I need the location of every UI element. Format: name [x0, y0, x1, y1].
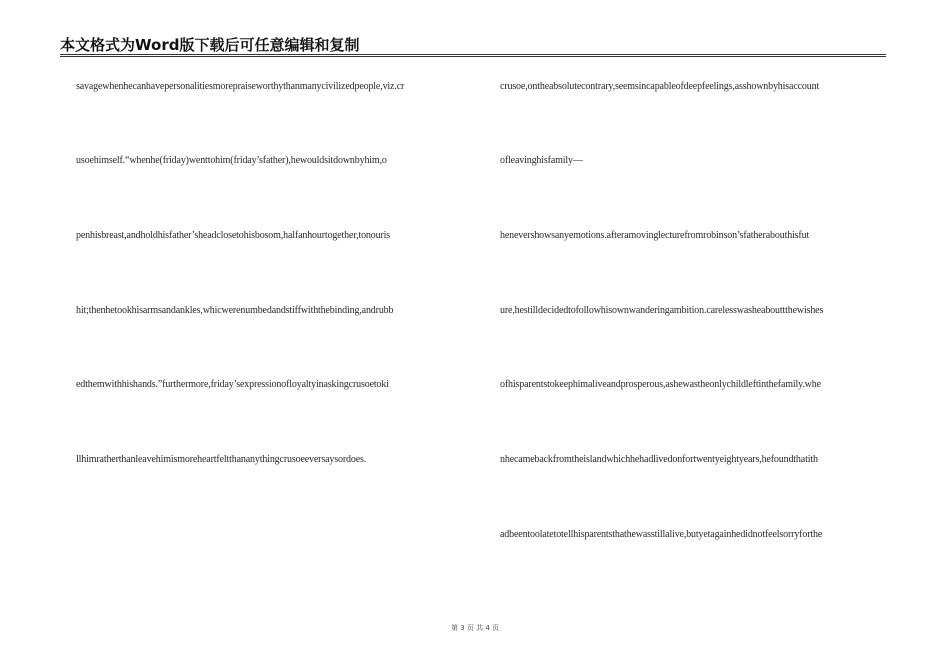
text-line: ofleavinghisfamily—	[500, 155, 583, 166]
text-line: nhecamebackfromtheislandwhichhehadlivedonfortwentyeightyears,hefoundthatith	[500, 454, 818, 465]
text-line: crusoe,ontheabsolutecontrary,seemsincapableofdeepfeelings,asshownbyhisaccount	[500, 81, 820, 92]
text-line: henevershowsanyemotions.afteramovinglecturefromrobinson’sfatherabouthisfut	[500, 230, 810, 241]
page-number-footer: 第 3 页 共 4 页	[450, 624, 500, 632]
header-divider	[60, 54, 886, 57]
text-line: usoehimself.“whenhe(friday)wenttohim(friday’sfather),hewouldsitdownbyhim,o	[76, 155, 387, 166]
text-line: llhimratherthanleavehimismoreheartfeltthananythingcrusoeeversaysordoes.	[76, 454, 367, 465]
text-line: edthemwithhishands.”furthermore,friday’sexpressionofloyaltyinaskingcrusoetoki	[76, 379, 389, 390]
text-line: adbeentoolatetotellhisparentsthathewasstillalive,butyetagainhedidnotfeelsorryforthe	[500, 529, 823, 540]
text-line: penhisbreast,andholdhisfather’sheadclosetohisbosom,halfanhourtogether,tonouris	[76, 230, 391, 241]
text-line: savagewhenhecanhavepersonalitiesmorepraiseworthythanmanycivilizedpeople,viz.cr	[76, 81, 405, 92]
document-header-title: 本文格式为Word版下载后可任意编辑和复制	[60, 36, 360, 54]
text-line: ofhisparentstokeephimaliveandprosperous,ashewastheonlychildleftinthefamily.whe	[500, 379, 821, 390]
text-line: hit;thenhetookhisarmsandankles,whicwerenumbedandstiffwiththebinding,andrubb	[76, 305, 394, 316]
text-line: ure,hestilldecidedtofollowhisownwanderingambition.carelesswasheabouttthewishes	[500, 305, 824, 316]
